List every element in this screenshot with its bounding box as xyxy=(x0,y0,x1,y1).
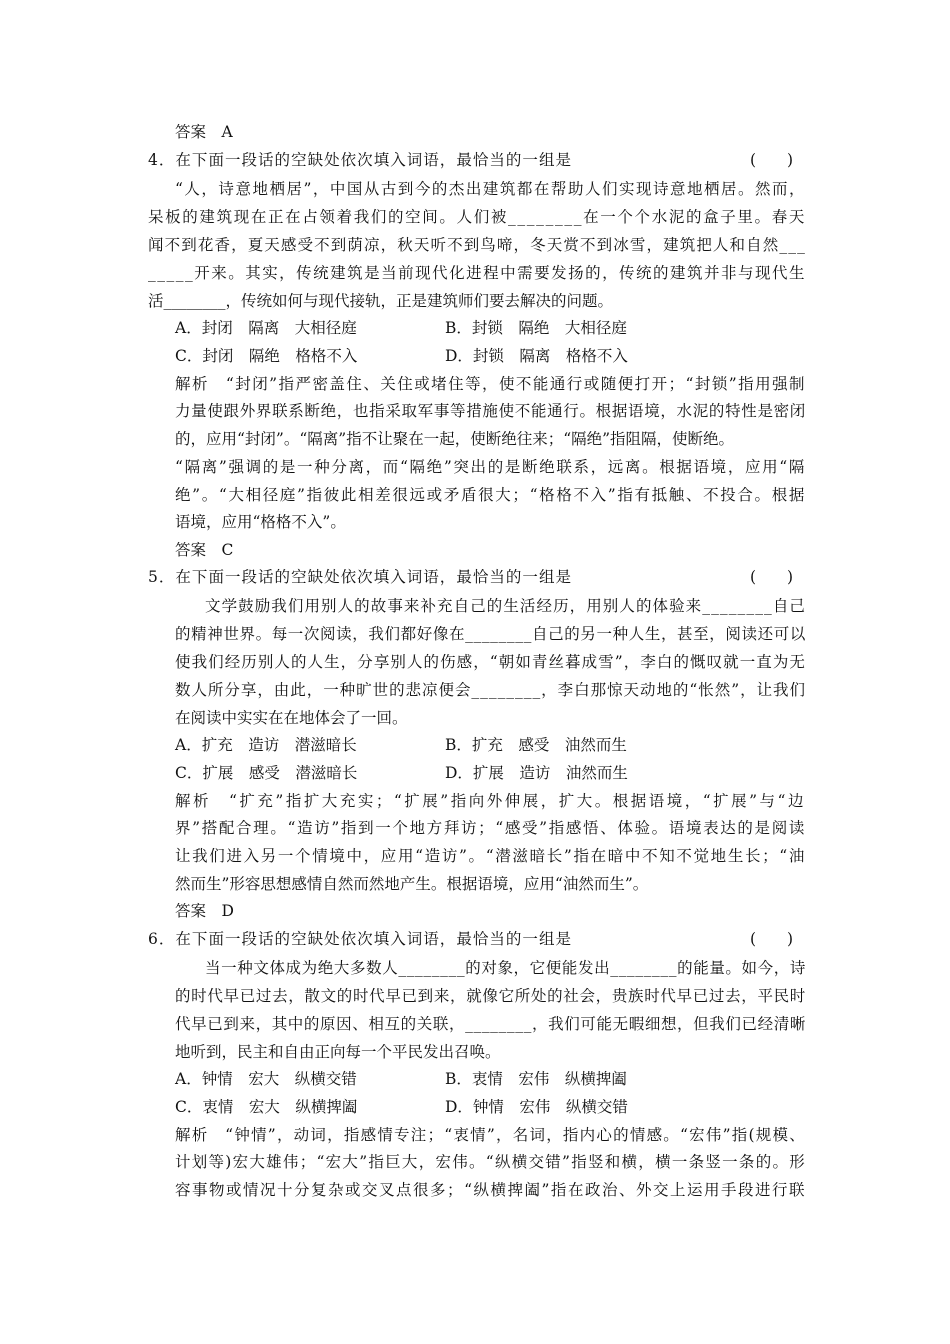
question-stem: 5．在下面一段话的空缺处依次填入词语，最恰当的一组是 xyxy=(148,568,572,586)
option-b: B．扩充 感受 油然而生 xyxy=(445,736,627,754)
answer-parentheses: ( ) xyxy=(750,568,794,586)
passage-line: “人，诗意地栖居”，中国从古到今的杰出建筑都在帮助人们实现诗意地栖居。然而， xyxy=(175,180,806,198)
option-b: B．衷情 宏伟 纵横捭阖 xyxy=(445,1070,627,1088)
option-a: A．封闭 隔离 大相径庭 xyxy=(175,319,357,337)
option-a: A．钟情 宏大 纵横交错 xyxy=(175,1070,357,1088)
option-c: C．封闭 隔绝 格格不入 xyxy=(175,347,358,365)
analysis-line: 绝”。“大相径庭”指彼此相差很远或矛盾很大；“格格不入”指有抵触、不投合。根据 xyxy=(175,486,806,504)
analysis-line: “隔离”强调的是一种分离，而“隔绝”突出的是断绝联系，远离。根据语境，应用“隔 xyxy=(175,458,806,476)
passage-line: 代早已到来，其中的原因、相互的关联，________，我们可能无暇细想，但我们已经清晰 xyxy=(175,1015,806,1033)
passage-line: 闻不到花香，夏天感受不到荫凉，秋天听不到鸟啼，冬天赏不到冰雪，建筑把人和自然___ xyxy=(148,236,806,254)
passage-line: 的时代早已过去，散文的时代早已到来，就像它所处的社会，贵族时代早已过去，平民时 xyxy=(175,987,806,1005)
analysis-line: 计划等)宏大雄伟；“宏大”指巨大，宏伟。“纵横交错”指竖和横，横一条竖一条的。形 xyxy=(175,1153,806,1171)
passage-line: 地听到，民主和自由正向每一个平民发出召唤。 xyxy=(175,1043,501,1061)
passage-line: 当一种文体成为绝大多数人________的对象，它便能发出________的能量。如今，诗 xyxy=(205,959,806,977)
option-c: C．衷情 宏大 纵横捭阖 xyxy=(175,1098,358,1116)
analysis-line: 界”搭配合理。“造访”指到一个地方拜访；“感受”指感悟、体验。语境表达的是阅读 xyxy=(175,819,806,837)
question-stem: 4．在下面一段话的空缺处依次填入词语，最恰当的一组是 xyxy=(148,151,572,169)
analysis-line: 解析 “扩充”指扩大充实；“扩展”指向外伸展，扩大。根据语境，“扩展”与“边 xyxy=(175,792,806,810)
option-a: A．扩充 造访 潜滋暗长 xyxy=(175,736,357,754)
option-c: C．扩展 感受 潜滋暗长 xyxy=(175,764,358,782)
answer-line: 答案 D xyxy=(175,902,234,920)
passage-line: 使我们经历别人的人生，分享别人的伤感，“朝如青丝暮成雪”，李白的慨叹就一直为无 xyxy=(175,653,806,671)
passage-line: 的精神世界。每一次阅读，我们都好像在________自己的另一种人生，甚至，阅读还可以 xyxy=(175,625,806,643)
option-b: B．封锁 隔绝 大相径庭 xyxy=(445,319,627,337)
answer-parentheses: ( ) xyxy=(750,930,794,948)
analysis-line: 让我们进入另一个情境中，应用“造访”。“潜滋暗长”指在暗中不知不觉地生长；“油 xyxy=(175,847,806,865)
passage-line: 文学鼓励我们用别人的故事来补充自己的生活经历，用别人的体验来________自己 xyxy=(205,597,806,615)
analysis-line: 解析 “封闭”指严密盖住、关住或堵住等，使不能通行或随便打开；“封锁”指用强制 xyxy=(175,375,806,393)
passage-line: 活________，传统如何与现代接轨，正是建筑师们要去解决的问题。 xyxy=(148,292,614,310)
passage-line: _____开来。其实，传统建筑是当前现代化进程中需要发扬的，传统的建筑并非与现代生 xyxy=(148,264,806,282)
passage-line: 在阅读中实实在在地体会了一回。 xyxy=(175,709,408,727)
analysis-line: 力量使跟外界联系断绝，也指采取军事等措施使不能通行。根据语境，水泥的特性是密闭 xyxy=(175,402,806,420)
answer-line: 答案 A xyxy=(175,123,233,141)
answer-line: 答案 C xyxy=(175,541,234,559)
passage-line: 数人所分享，由此，一种旷世的悲凉便会________，李白那惊天动地的“怅然”，让我们 xyxy=(175,681,806,699)
option-d: D．扩展 造访 油然而生 xyxy=(445,764,628,782)
passage-line: 呆板的建筑现在正在占领着我们的空间。人们被________在一个个水泥的盒子里。春天 xyxy=(148,208,806,226)
analysis-line: 语境，应用“格格不入”。 xyxy=(175,513,346,531)
question-stem: 6．在下面一段话的空缺处依次填入词语，最恰当的一组是 xyxy=(148,930,572,948)
option-d: D．钟情 宏伟 纵横交错 xyxy=(445,1098,628,1116)
analysis-line: 容事物或情况十分复杂或交叉点很多；“纵横捭阖”指在政治、外交上运用手段进行联 xyxy=(175,1181,806,1199)
analysis-line: 的，应用“封闭”。“隔离”指不让聚在一起，使断绝往来；“隔绝”指阻隔，使断绝。 xyxy=(175,430,735,448)
analysis-line: 解析 “钟情”，动词，指感情专注；“衷情”，名词，指内心的情感。“宏伟”指(规模、 xyxy=(175,1126,806,1144)
analysis-line: 然而生”形容思想感情自然而然地产生。根据语境，应用“油然而生”。 xyxy=(175,875,649,893)
option-d: D．封锁 隔离 格格不入 xyxy=(445,347,628,365)
answer-parentheses: ( ) xyxy=(750,151,794,169)
